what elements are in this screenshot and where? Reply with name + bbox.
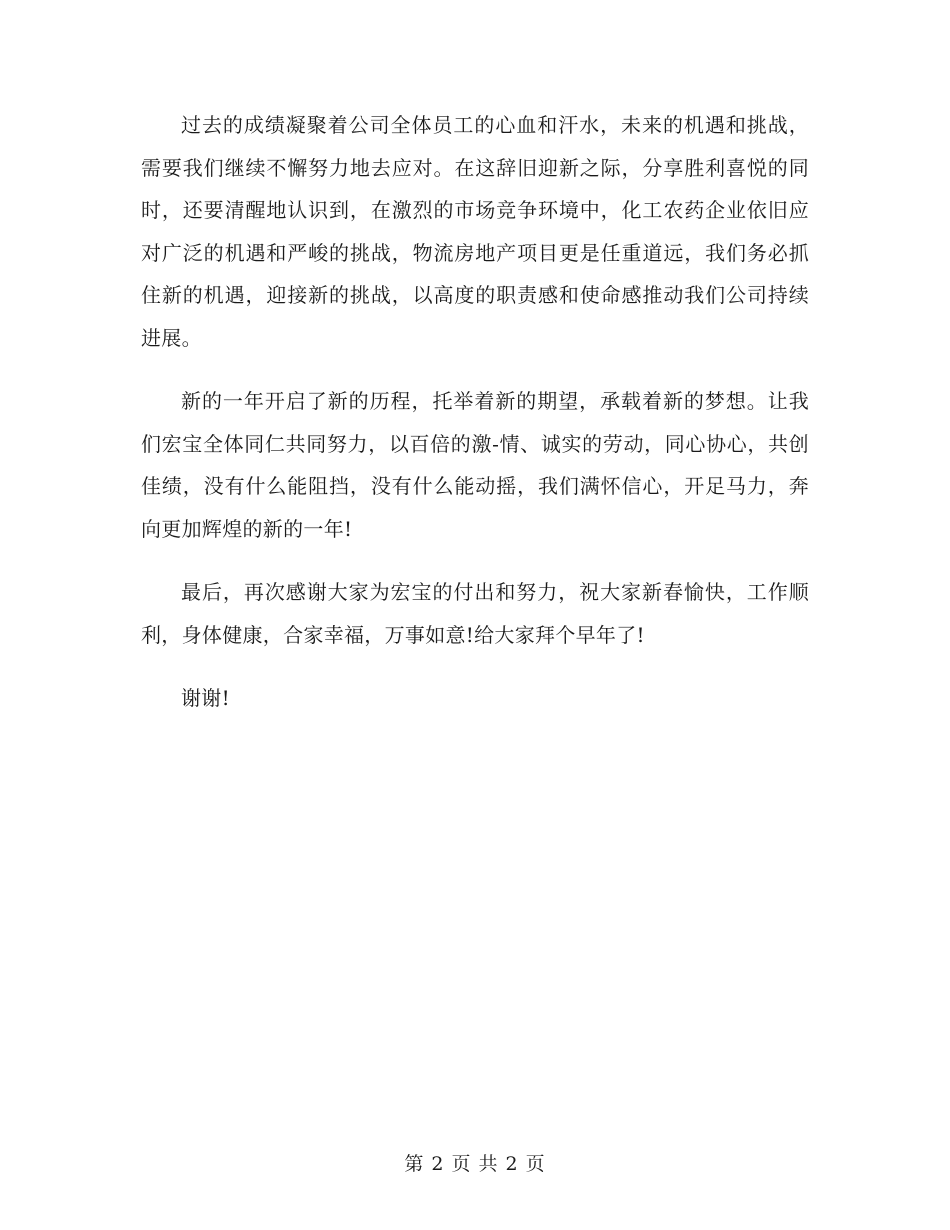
- paragraph: 过去的成绩凝聚着公司全体员工的心血和汗水，未来的机遇和挑战，需要我们继续不懈努力地去应对。在这辞旧迎新之际，分享胜利喜悦的同时，还要清醒地认识到，在激烈的市场竞争环境中，化工农药企业依旧应对广泛的机遇和严峻的挑战，物流房地产项目更是任重道远，我们务必抓住新的机遇，迎接新的挑战，以高度的职责感和使命感推动我们公司持续进展。: [141, 113, 809, 350]
- paragraph: 新的一年开启了新的历程，托举着新的期望，承载着新的梦想。让我们宏宝全体同仁共同努力，以百倍的激-情、诚实的劳动，同心协心，共创佳绩，没有什么能阻挡，没有什么能动摇，我们满怀信心，开足马力，奔向更加辉煌的新的一年!: [141, 389, 809, 541]
- paragraph: 谢谢!: [181, 686, 230, 710]
- document-body: [141, 104, 809, 741]
- page-number-footer: 第 2 页 共 2 页: [404, 1153, 546, 1175]
- paragraph: 最后，再次感谢大家为宏宝的付出和努力，祝大家新春愉快，工作顺利，身体健康，合家幸福，万事如意!给大家拜个早年了!: [141, 580, 809, 647]
